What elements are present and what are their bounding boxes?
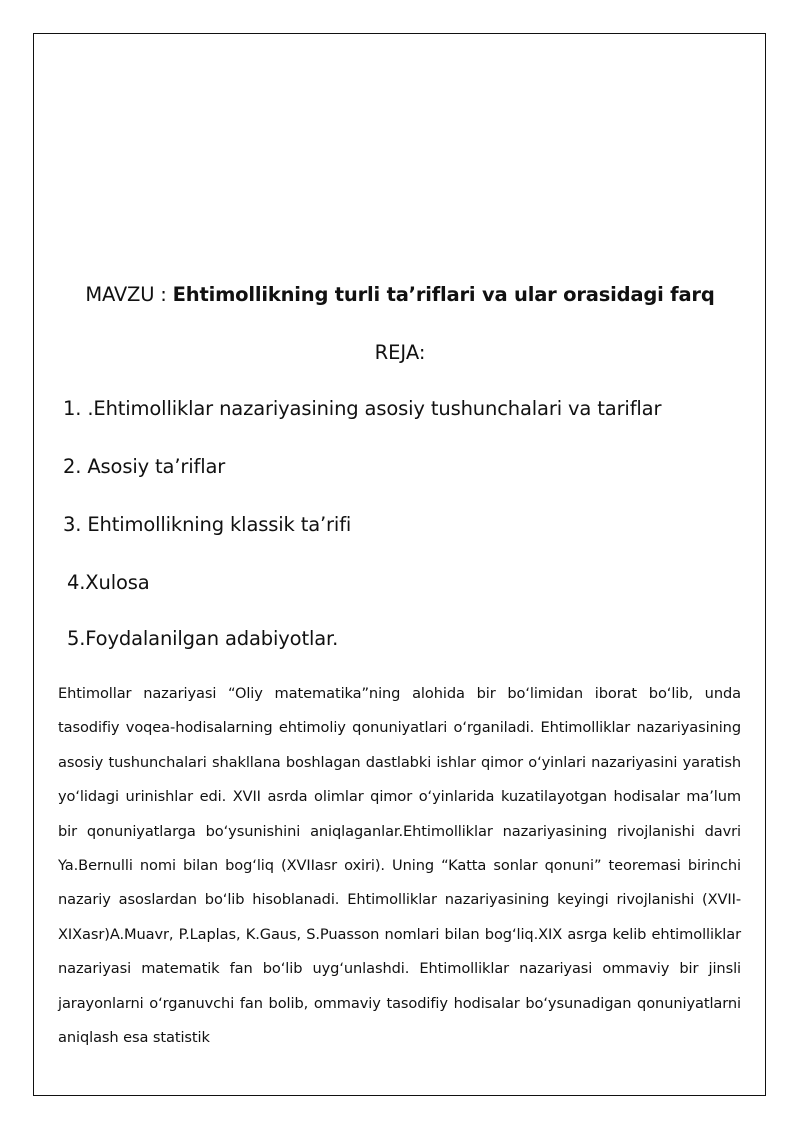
plan-item-3: 3. Ehtimollikning klassik ta’rifi xyxy=(63,513,352,536)
title-prefix: MAVZU : xyxy=(85,283,173,306)
body-paragraph: Ehtimollar nazariyasi “Oliy matematika”ning alohida bir bo‘limidan iborat bo‘lib, unda tasodifiy voqea-hodisalarning ehtimoliy qonuniyatlari o‘rganiladi. Ehtimolliklar nazariyasining asosiy tushunchalari shakllana boshlagan dastlabki ishlar qimor o‘yinlari nazariyasini yaratish yo‘lidagi urinishlar edi. XVII asrda olimlar qimor o‘yinlarida kuzatilayotgan hodisalar ma’lum bir qonuniyatlarga bo‘ysunishini aniqlaganlar.Ehtimolliklar nazariyasining rivojlanishi davri Ya.Bernulli nomi bilan bog‘liq (XVIIasr oxiri). Uning “Katta sonlar qonuni” teoremasi birinchi nazariy asoslardan bo‘lib hisoblanadi. Ehtimolliklar nazariyasining keyingi rivojlanishi (XVII-XIXasr)A.Muavr, P.Laplas, K.Gaus, S.Puasson nomlari bilan bog‘liq.XIX asrga kelib ehtimolliklar nazariyasi matematik fan bo‘lib uyg‘unlashdi. Ehtimolliklar nazariyasi ommaviy bir jinsli jarayonlarni o‘rganuvchi fan bolib, ommaviy tasodifiy hodisalar bo‘ysunadigan qonuniyatlarni aniqlash esa statistik xyxy=(58,685,741,1047)
plan-item-4: 4.Xulosa xyxy=(67,571,150,594)
plan-item-1: 1. .Ehtimolliklar nazariyasining asosiy tushunchalari va tariflar xyxy=(63,397,662,420)
body-text xyxy=(58,677,741,1055)
plan-item-5: 5.Foydalanilgan adabiyotlar. xyxy=(67,627,339,650)
document-title xyxy=(0,281,800,309)
plan-heading: REJA: xyxy=(374,341,426,364)
plan-item-2: 2. Asosiy ta’riflar xyxy=(63,455,226,478)
title-topic: Ehtimollikning turli ta’riflari va ular orasidagi farq xyxy=(172,283,715,306)
